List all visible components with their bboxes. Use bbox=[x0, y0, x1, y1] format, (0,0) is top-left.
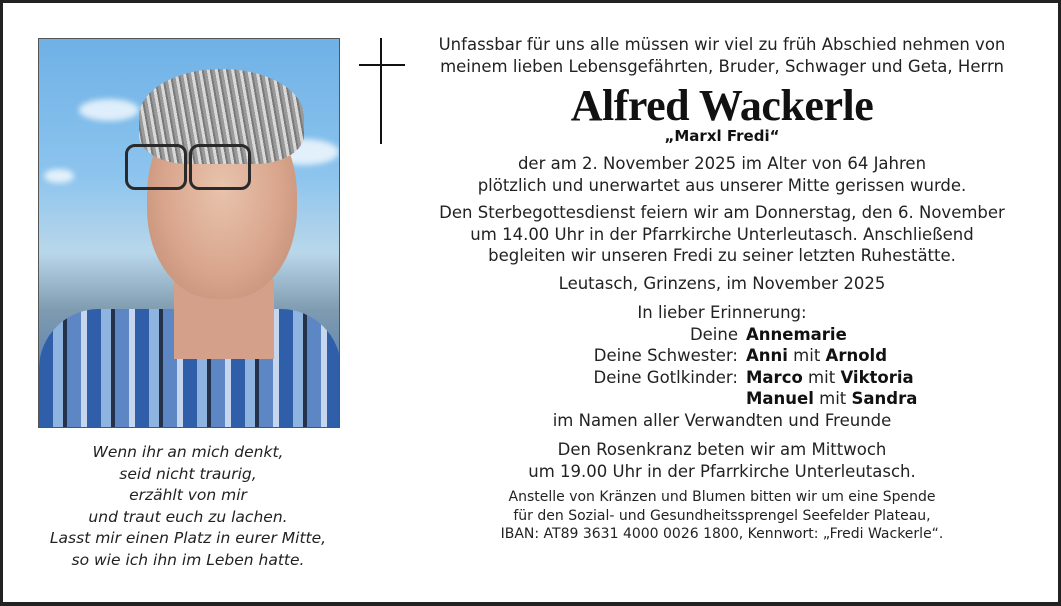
deceased-nickname: „Marxl Fredi“ bbox=[664, 127, 780, 145]
funeral-line: begleiten wir unseren Fredi zu seiner letzten Ruhestätte. bbox=[488, 246, 956, 265]
mourner-names bbox=[746, 367, 1002, 389]
poem-line: und traut euch zu lachen. bbox=[88, 507, 288, 526]
poem-line: Wenn ihr an mich denkt, bbox=[92, 443, 284, 461]
obituary-text bbox=[412, 34, 1032, 544]
poem-line: erzählt von mir bbox=[129, 486, 247, 504]
mourner-conj: mit bbox=[787, 346, 826, 365]
rosary-line: um 19.00 Uhr in der Pfarrkirche Unterleutasch. bbox=[528, 461, 916, 481]
deceased-name: Alfred Wackerle bbox=[570, 81, 874, 130]
intro-line: meinem lieben Lebensgefährten, Bruder, Schwager und Geta, Herrn bbox=[440, 56, 1004, 76]
death-notice-line: der am 2. November 2025 im Alter von 64 Jahren bbox=[517, 154, 927, 173]
mourner-name: Viktoria bbox=[840, 367, 914, 387]
cloud-shape bbox=[44, 169, 74, 183]
death-notice-line: plötzlich und unerwartet aus unserer Mitte gerissen wurde. bbox=[477, 175, 967, 195]
mourner-names bbox=[746, 345, 1002, 367]
donation-line: für den Sozial- und Gesundheitssprengel Seefelder Plateau, bbox=[513, 507, 931, 524]
funeral-info bbox=[412, 202, 1032, 267]
mourners-footer: im Namen aller Verwandten und Freunde bbox=[552, 410, 892, 430]
place-date: Leutasch, Grinzens, im November 2025 bbox=[558, 273, 886, 293]
intro-text bbox=[412, 34, 1032, 77]
intro-line: Unfassbar für uns alle müssen wir viel zu früh Abschied nehmen von bbox=[438, 35, 1006, 54]
poem-line: so wie ich ihn im Leben hatte. bbox=[71, 550, 305, 569]
mourner-name: Manuel bbox=[746, 389, 814, 408]
death-notice bbox=[412, 153, 1032, 196]
mourner-conj: mit bbox=[813, 389, 852, 408]
mourner-names bbox=[746, 324, 1002, 346]
glasses-right-lens bbox=[189, 144, 251, 190]
mourner-name: Sandra bbox=[851, 389, 918, 408]
poem-line: seid nicht traurig, bbox=[119, 464, 257, 483]
donation-info bbox=[412, 488, 1032, 544]
mourner-label: Deine Schwester: bbox=[593, 346, 738, 365]
mourner-label: Deine bbox=[689, 324, 738, 344]
mourner-name: Anni bbox=[746, 346, 788, 365]
memorial-poem bbox=[20, 442, 356, 571]
mourners-heading: In lieber Erinnerung: bbox=[637, 303, 807, 322]
donation-line: Anstelle von Kränzen und Blumen bitten wir um eine Spende bbox=[508, 489, 936, 505]
mourner-name: Marco bbox=[746, 367, 803, 387]
portrait-photo bbox=[38, 38, 340, 428]
rosary-info bbox=[412, 439, 1032, 482]
mourner-name: Annemarie bbox=[746, 324, 847, 344]
funeral-line: um 14.00 Uhr in der Pfarrkirche Unterleutasch. Anschließend bbox=[470, 224, 974, 244]
donation-line: IBAN: AT89 3631 4000 0026 1800, Kennwort: „Fredi Wackerle“. bbox=[500, 526, 944, 542]
glasses-left-lens bbox=[125, 144, 187, 190]
cross-icon-bar bbox=[359, 64, 405, 66]
cross-icon bbox=[380, 38, 382, 144]
mourner-name: Arnold bbox=[825, 346, 888, 365]
mourners-list bbox=[442, 324, 1002, 410]
cloud-shape bbox=[79, 99, 139, 121]
poem-line: Lasst mir einen Platz in eurer Mitte, bbox=[49, 529, 327, 547]
mourner-label: Deine Gotlkinder: bbox=[593, 367, 738, 387]
mourner-conj: mit bbox=[802, 367, 841, 387]
funeral-line: Den Sterbegottesdienst feiern wir am Donnerstag, den 6. November bbox=[439, 203, 1005, 222]
rosary-line: Den Rosenkranz beten wir am Mittwoch bbox=[557, 440, 887, 459]
mourner-label bbox=[442, 388, 738, 410]
mourner-names bbox=[746, 388, 1002, 410]
